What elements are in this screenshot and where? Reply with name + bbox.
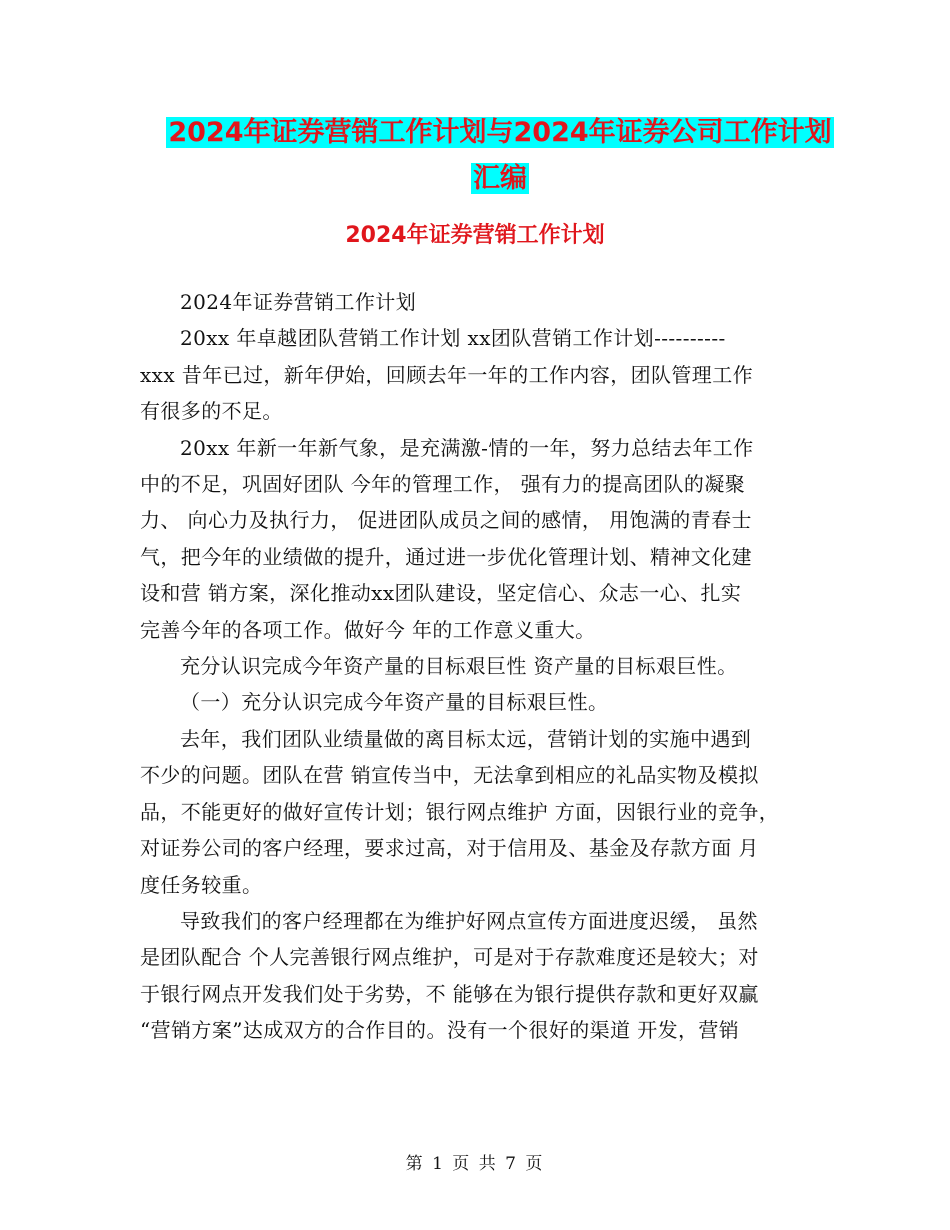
- paragraph-line: xxx 昔年已过，新年伊始，回顾去年一年的工作内容，团队管理工作: [140, 362, 753, 387]
- paragraph-line: 2024年证券营销工作计划: [180, 290, 417, 314]
- paragraph-line: 去年，我们团队业绩量做的离目标太远，营销计划的实施中遇到: [180, 726, 752, 751]
- page-footer: 第 1 页 共 7 页: [405, 1154, 545, 1174]
- paragraph-line: 设和营 销方案，深化推动xx团队建设，坚定信心、众志一心、扎实: [140, 581, 742, 606]
- paragraph-line: 导致我们的客户经理都在为维护好网点宣传方面进度迟缓， 虽然: [180, 908, 758, 933]
- paragraph-line: “营销方案”达成双方的合作目的。没有一个很好的渠道 开发，营销: [140, 1018, 740, 1043]
- paragraph-line: 对证券公司的客户经理，要求过高，对于信用及、基金及存款方面 月: [140, 836, 759, 861]
- document-body: [140, 284, 800, 1049]
- document-title-line-1: 2024年证券营销工作计划与2024年证券公司工作计划: [168, 117, 832, 148]
- section-title: 2024年证券营销工作计划: [345, 223, 605, 248]
- body-paragraph: [140, 648, 800, 684]
- paragraph-line: 力、 向心力及执行力， 促进团队成员之间的感情， 用饱满的青春士: [140, 508, 752, 533]
- document-title: [150, 110, 850, 202]
- paragraph-line: 气，把今年的业绩做的提升，通过进一步优化管理计划、精神文化建: [140, 544, 752, 569]
- paragraph-line: 有很多的不足。: [140, 399, 283, 424]
- body-paragraph: [140, 430, 800, 648]
- body-paragraph: [140, 320, 800, 429]
- body-paragraph: [140, 284, 800, 320]
- paragraph-line: 20xx 年卓越团队营销工作计划 xx团队营销工作计划----------: [180, 326, 726, 351]
- body-paragraph: [140, 684, 800, 720]
- body-paragraph: [140, 721, 800, 903]
- paragraph-line: 20xx 年新一年新气象，是充满激-情的一年，努力总结去年工作: [180, 435, 754, 460]
- paragraph-line: 是团队配合 个人完善银行网点维护，可是对于存款难度还是较大；对: [140, 945, 759, 970]
- paragraph-line: 中的不足，巩固好团队 今年的管理工作， 强有力的提高团队的凝聚: [140, 472, 746, 497]
- paragraph-line: 完善今年的各项工作。做好今 年的工作意义重大。: [140, 617, 596, 642]
- document-title-line-2: 汇编: [473, 163, 527, 194]
- body-paragraph: [140, 903, 800, 1049]
- paragraph-line: 于银行网点开发我们处于劣势，不 能够在为银行提供存款和更好双赢: [140, 981, 759, 1006]
- paragraph-line: 充分认识完成今年资产量的目标艰巨性 资产量的目标艰巨性。: [180, 654, 738, 679]
- paragraph-line: 品，不能更好的做好宣传计划；银行网点维护 方面，因银行业的竞争，: [140, 799, 780, 824]
- paragraph-line: 不少的问题。团队在营 销宣传当中，无法拿到相应的礼品实物及模拟: [140, 763, 759, 788]
- paragraph-line: （一）充分认识完成今年资产量的目标艰巨性。: [180, 690, 609, 715]
- paragraph-line: 度任务较重。: [140, 872, 263, 897]
